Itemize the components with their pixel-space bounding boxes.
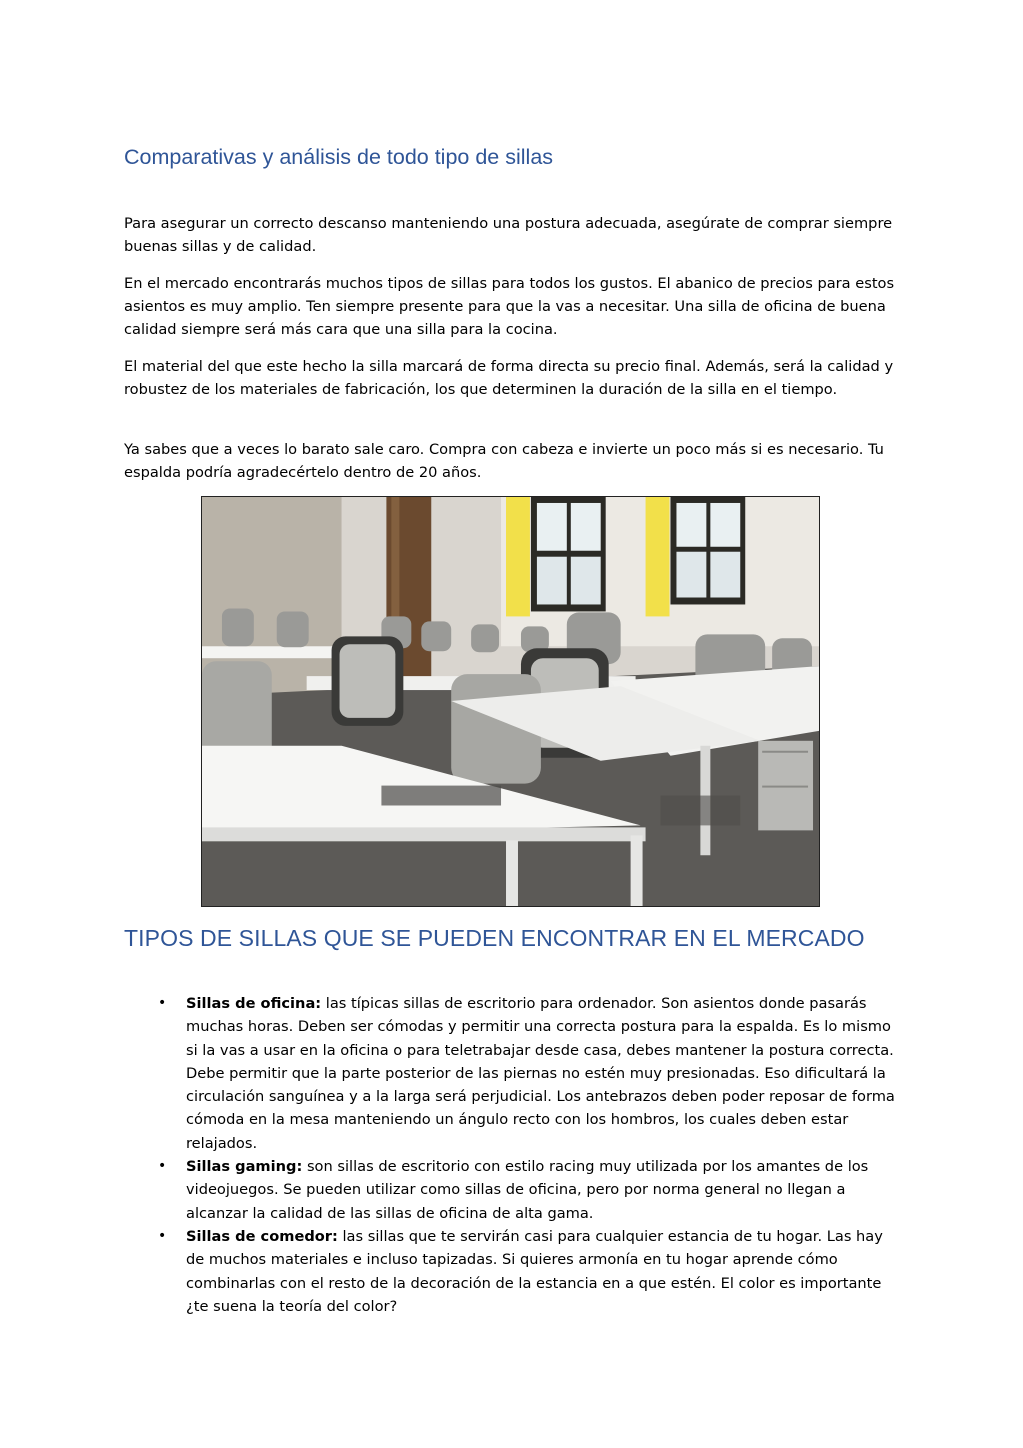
intro-paragraph-4: Ya sabes que a veces lo barato sale caro. Compra con cabeza e invierte un poco más si es necesario. Tu espalda podría agradecértelo dentro de 20 años. — [124, 441, 884, 481]
section-heading: TIPOS DE SILLAS QUE SE PUEDEN ENCONTRAR EN EL MERCADO — [124, 925, 865, 951]
list-item — [124, 1225, 899, 1318]
list-item — [124, 1155, 899, 1225]
list-item-term: Sillas de oficina: — [186, 995, 322, 1012]
office-room-illustration — [202, 497, 819, 906]
bullet-icon: • — [158, 995, 167, 1011]
list-item-term: Sillas de comedor: — [186, 1227, 338, 1245]
bullet-icon: • — [158, 1227, 167, 1244]
list-item — [124, 992, 899, 1155]
bullet-icon: • — [158, 1158, 167, 1175]
list-item-term: Sillas gaming: — [186, 1158, 303, 1176]
list-item-text: las típicas sillas de escritorio para ordenador. Son asientos donde pasarás muchas horas. Deben ser cómodas y permitir una correcta postura para la espalda. Es lo mismo si la vas a usar en la oficina o para teletrabajar desde casa, debes mantener la postura correcta. Debe permitir que la parte posterior de las piernas no estén muy presionadas. Eso dificultará la circulación sanguínea y a la larga será perjudicial. Los antebrazos deben poder reposar de forma cómoda en la mesa manteniendo un ángulo recto con los hombros, los cuales deben estar relajados. — [186, 995, 895, 1152]
list-item-text: las sillas que te servirán casi para cualquier estancia de tu hogar. Las hay de muchos materiales e incluso tapizadas. Si quieres armonía en tu hogar aprende cómo combinarlas con el resto de la decoración de la estancia en a que estén. El color es importante ¿te suena la teoría del color? — [186, 1227, 883, 1315]
intro-paragraph-3: El material del que este hecho la silla marcará de forma directa su precio final. Además, será la calidad y robustez de los materiales de fabricación, los que determinen la duración de la silla en el tiempo. — [124, 358, 894, 398]
intro-paragraph-1: Para asegurar un correcto descanso manteniendo una postura adecuada, asegúrate de comprar siempre buenas sillas y de calidad. — [124, 215, 893, 255]
list-item-text: son sillas de escritorio con estilo racing muy utilizada por los amantes de los videojuegos. Se pueden utilizar como sillas de oficina, pero por norma general no llegan a alcanzar la calidad de las sillas de oficina de alta gama. — [186, 1158, 869, 1222]
intro-paragraph-2: En el mercado encontrarás muchos tipos de sillas para todos los gustos. El abanico de precios para estos asientos es muy amplio. Ten siempre presente para que la vas a necesitar. Una silla de oficina de buena calidad siempre será más cara que una silla para la cocina. — [124, 275, 895, 338]
office-room-photo — [201, 496, 820, 907]
page-title: Comparativas y análisis de todo tipo de sillas — [124, 145, 554, 169]
chair-types-list — [124, 992, 899, 1318]
